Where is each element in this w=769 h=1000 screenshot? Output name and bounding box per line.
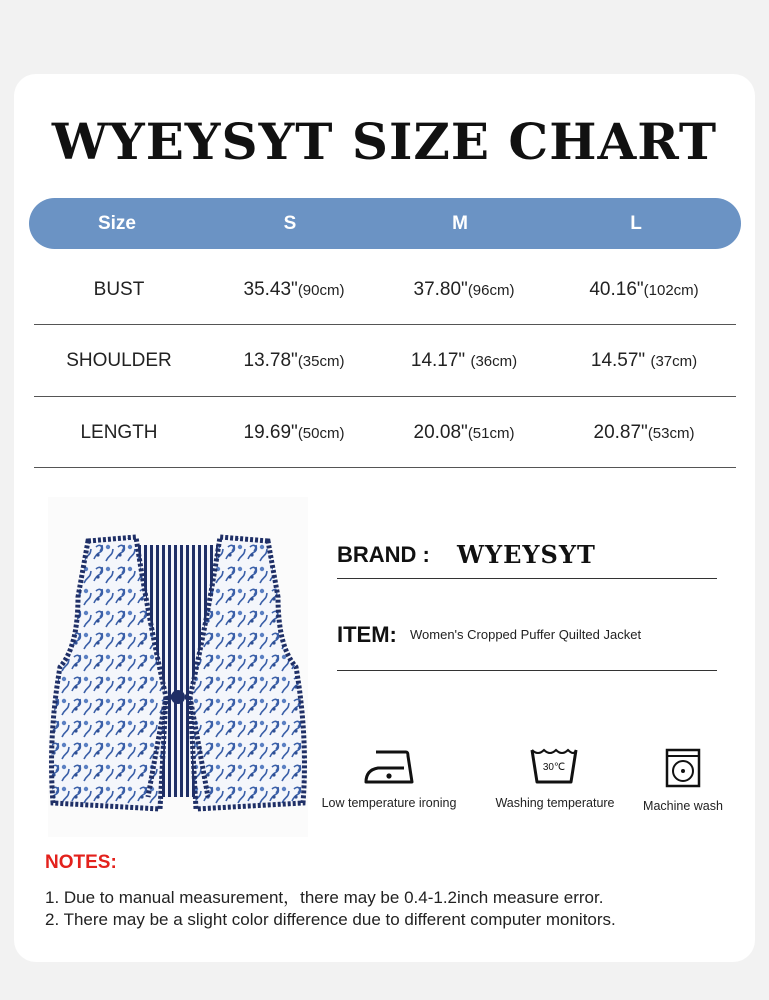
cell-m: 37.80"(96cm) xyxy=(413,279,515,300)
header-l: L xyxy=(630,213,642,234)
machine-wash-icon xyxy=(665,748,701,788)
cell-s: 19.69"(50cm) xyxy=(243,422,345,443)
note-item: 1. Due to manual measurement，there may be 0.4-1.2inch measure error. xyxy=(45,888,604,907)
row-divider xyxy=(34,467,736,468)
cell-s: 35.43"(90cm) xyxy=(243,279,345,300)
row-label: SHOULDER xyxy=(66,350,172,371)
row-label: BUST xyxy=(93,279,145,300)
item-value: Women's Cropped Puffer Quilted Jacket xyxy=(410,627,642,642)
cell-m: 14.17" (36cm) xyxy=(410,350,518,371)
note-item: 2. There may be a slight color difference due to different computer monitors. xyxy=(45,910,616,929)
page-title: WYEYSYT SIZE CHART xyxy=(51,112,718,171)
brand-value: WYEYSYT xyxy=(457,540,596,569)
care-label-washing: Washing temperature xyxy=(495,796,615,810)
wash-temperature-value: 30℃ xyxy=(542,762,566,773)
table-header xyxy=(29,198,741,249)
iron-icon xyxy=(362,748,416,786)
header-size: Size xyxy=(97,213,137,234)
cell-l: 40.16"(102cm) xyxy=(589,279,699,300)
product-vest-image xyxy=(48,497,308,837)
item-divider xyxy=(337,670,717,671)
table-row xyxy=(34,397,736,469)
item-label: ITEM: xyxy=(337,622,397,647)
cell-l: 20.87"(53cm) xyxy=(593,422,695,443)
header-m: M xyxy=(452,213,468,234)
cell-s: 13.78"(35cm) xyxy=(243,350,345,371)
notes-title: NOTES: xyxy=(45,852,117,873)
row-label: LENGTH xyxy=(80,422,158,443)
cell-m: 20.08"(51cm) xyxy=(413,422,515,443)
header-s: S xyxy=(283,213,297,234)
care-label-ironing: Low temperature ironing xyxy=(321,796,457,810)
brand-divider xyxy=(337,578,717,579)
table-row xyxy=(34,325,736,397)
cell-l: 14.57" (37cm) xyxy=(590,350,698,371)
table-row xyxy=(34,254,736,326)
care-label-machine-wash: Machine wash xyxy=(643,799,723,813)
brand-label: BRAND : xyxy=(337,542,430,567)
